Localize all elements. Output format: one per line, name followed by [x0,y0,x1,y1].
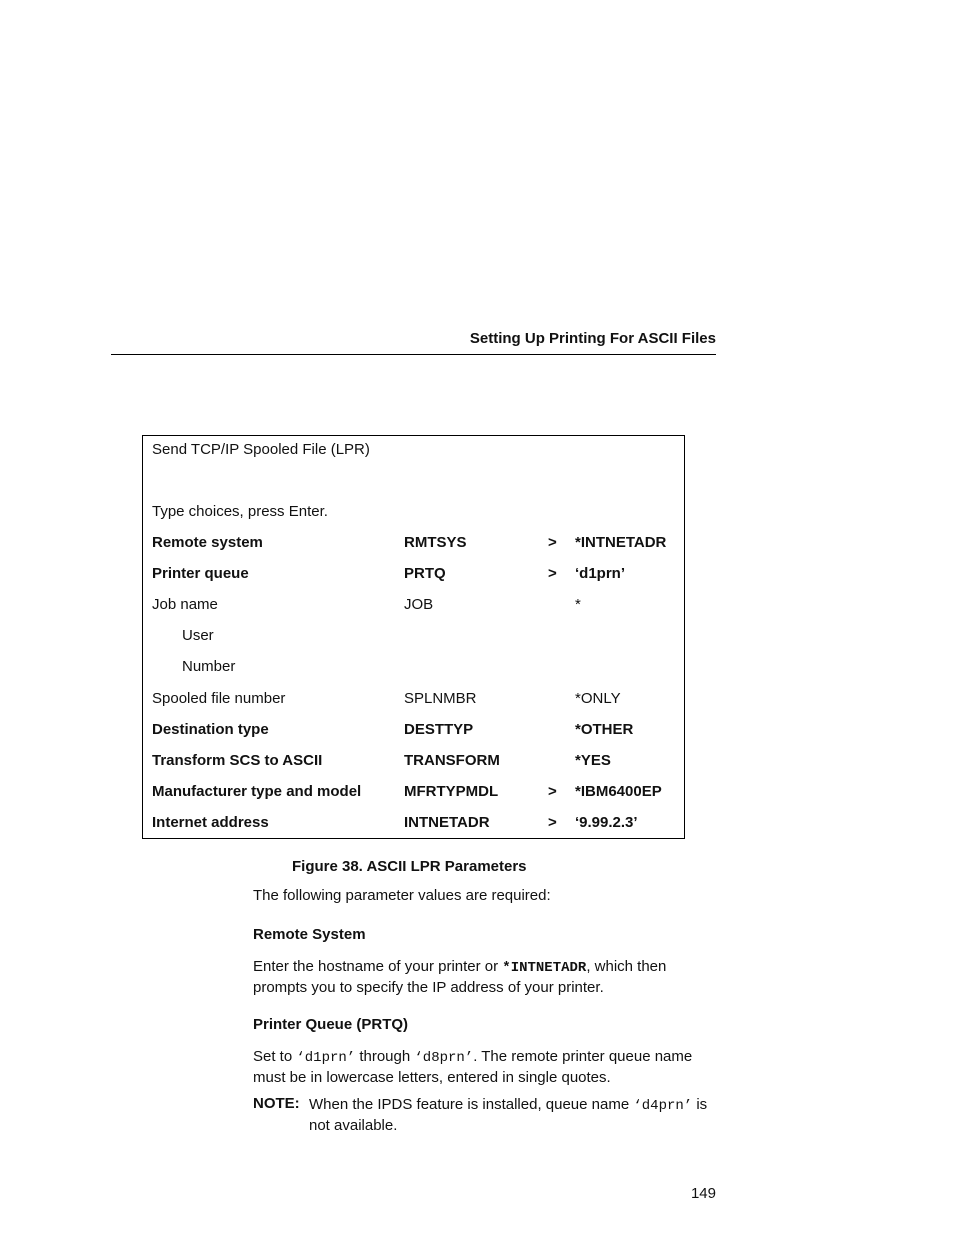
parameter-value: *IBM6400EP [575,783,662,800]
parameter-label: Manufacturer type and model [152,783,362,800]
note-text [309,1095,719,1136]
parameter-row [143,596,684,616]
printer-queue-text-after: . The remote printer queue name must be in lowercase letters, entered in single quotes. [253,1048,693,1086]
parameter-row [143,534,684,554]
parameter-row [143,814,684,834]
remote-system-text: Enter the hostname of your printer or [253,958,503,975]
parameter-row [143,721,684,741]
printer-queue-through: through [355,1048,415,1065]
parameter-value: *YES [575,752,611,769]
header-rule [111,354,716,355]
parameter-keyword: TRANSFORM [404,752,500,769]
parameter-keyword: JOB [404,596,434,613]
parameter-label: Internet address [152,814,269,831]
parameter-label: Destination type [152,721,269,738]
parameter-keyword: PRTQ [404,565,446,582]
parameter-keyword: RMTSYS [404,534,467,551]
parameter-label: Job name [152,596,218,613]
parameter-row [143,783,684,803]
remote-system-text-after: , which then prompts you to specify the IP address of your printer. [253,958,667,996]
parameter-label: Printer queue [152,565,249,582]
queue-from-code: ‘d1prn’ [296,1050,356,1066]
parameter-keyword: INTNETADR [404,814,490,831]
note-queue-code: ‘d4prn’ [633,1098,693,1114]
parameter-row [143,690,684,710]
printer-queue-paragraph [253,1047,723,1088]
parameter-keyword: DESTTYP [404,721,474,738]
parameter-arrow: > [548,534,557,551]
parameter-row [143,627,684,647]
parameter-value: *OTHER [575,721,634,738]
parameter-value: *ONLY [575,690,621,707]
queue-to-code: ‘d8prn’ [414,1050,474,1066]
parameter-arrow: > [548,783,557,800]
page-number: 149 [690,1185,716,1202]
note-text-after: is not available. [309,1096,708,1134]
parameter-row [143,565,684,585]
parameter-label: Remote system [152,534,263,551]
printer-queue-text: Set to [253,1048,297,1065]
note-text-before: When the IPDS feature is installed, queue name [309,1096,634,1113]
remote-system-paragraph [253,957,723,998]
printer-queue-heading: Printer Queue (PRTQ) [253,1016,409,1033]
parameter-keyword: MFRTYPMDL [404,783,499,800]
parameter-value: *INTNETADR [575,534,667,551]
parameter-row [143,658,684,678]
figure-instruction: Type choices, press Enter. [152,503,328,520]
remote-system-heading: Remote System [253,926,366,943]
running-header: Setting Up Printing For ASCII Files [469,330,716,347]
parameter-row [143,752,684,772]
figure-screen-title: Send TCP/IP Spooled File (LPR) [152,441,370,458]
parameter-value: * [575,596,581,613]
parameter-arrow: > [548,814,557,831]
note-label: NOTE: [253,1095,300,1112]
parameter-label: Spooled file number [152,690,286,707]
lpr-parameter-figure [142,435,685,839]
parameter-label: Number [182,658,236,675]
intro-paragraph: The following parameter values are required: [253,887,551,904]
parameter-arrow: > [548,565,557,582]
parameter-value: ‘d1prn’ [575,565,626,582]
figure-caption: Figure 38. ASCII LPR Parameters [292,858,527,875]
parameter-keyword: SPLNMBR [404,690,477,707]
intnetadr-code: *INTNETADR [502,960,587,976]
parameter-label: User [182,627,214,644]
parameter-value: ‘9.99.2.3’ [575,814,638,831]
parameter-label: Transform SCS to ASCII [152,752,323,769]
